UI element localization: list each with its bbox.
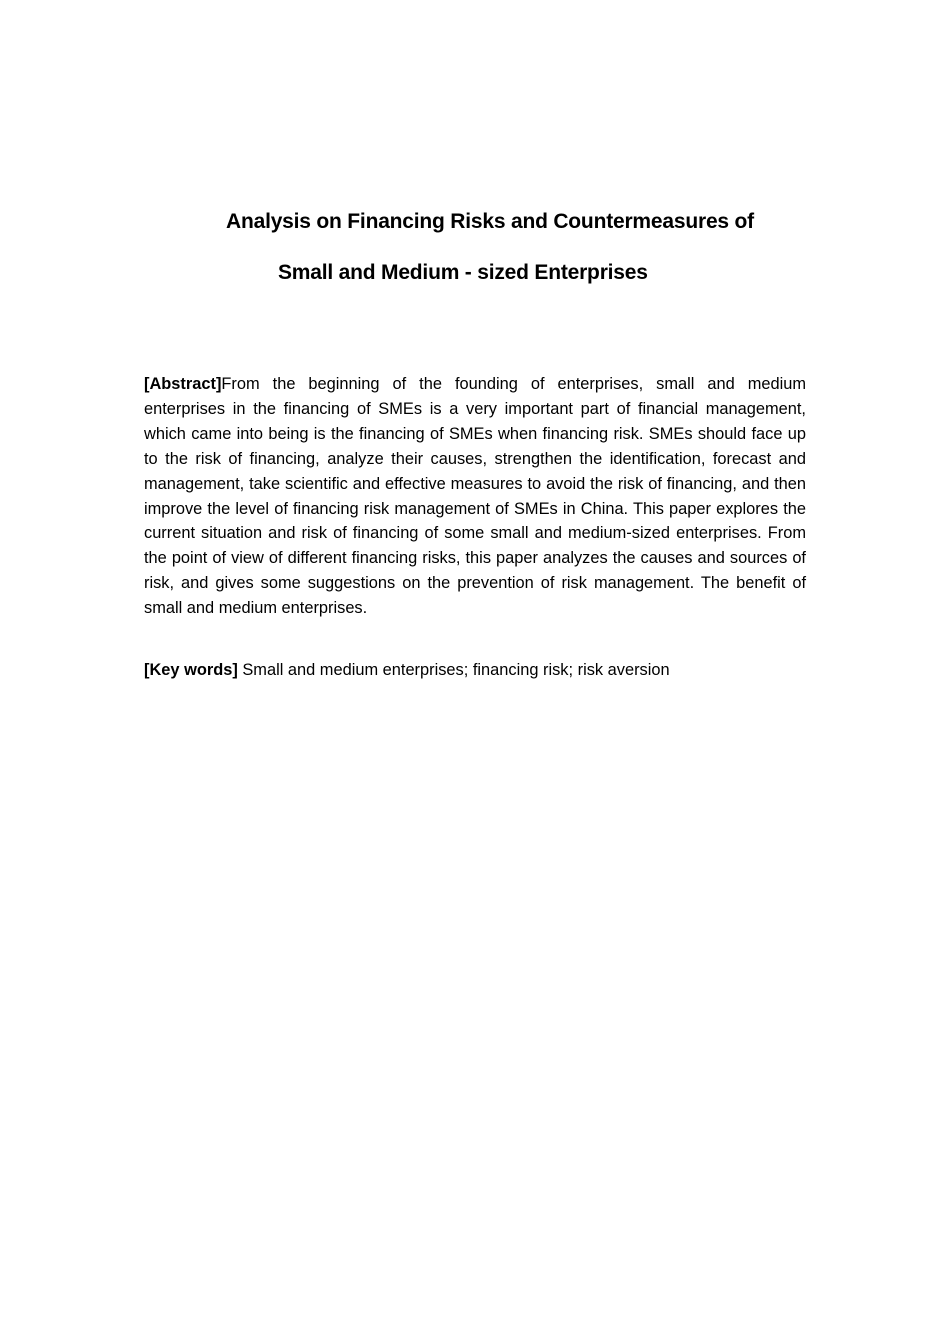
abstract-paragraph	[144, 372, 806, 621]
keywords-text: Small and medium enterprises; financing risk; risk aversion	[237, 661, 670, 679]
abstract-text: From the beginning of the founding of enterprises, small and medium enterprises in the financing of SMEs is a very important part of financial management, which came into being is the financing of SMEs when financing risk. SMEs should face up to the risk of financing, analyze their causes, strengthen the identification, forecast and management, take scientific and effective measures to avoid the risk of financing, and then improve the level of financing risk management of SMEs in China. This paper explores the current situation and risk of financing of some small and medium-sized enterprises. From the point of view of different financing risks, this paper analyzes the causes and sources of risk, and gives some suggestions on the prevention of risk management. The benefit of small and medium enterprises.	[144, 375, 806, 618]
paper-title-line-2: Small and Medium - sized Enterprises	[278, 261, 648, 284]
keywords-paragraph	[144, 658, 806, 683]
keywords-label: [Key words]	[144, 661, 238, 679]
abstract-label: [Abstract]	[144, 375, 222, 393]
paper-title-line-1: Analysis on Financing Risks and Countermeasures of	[226, 210, 754, 233]
